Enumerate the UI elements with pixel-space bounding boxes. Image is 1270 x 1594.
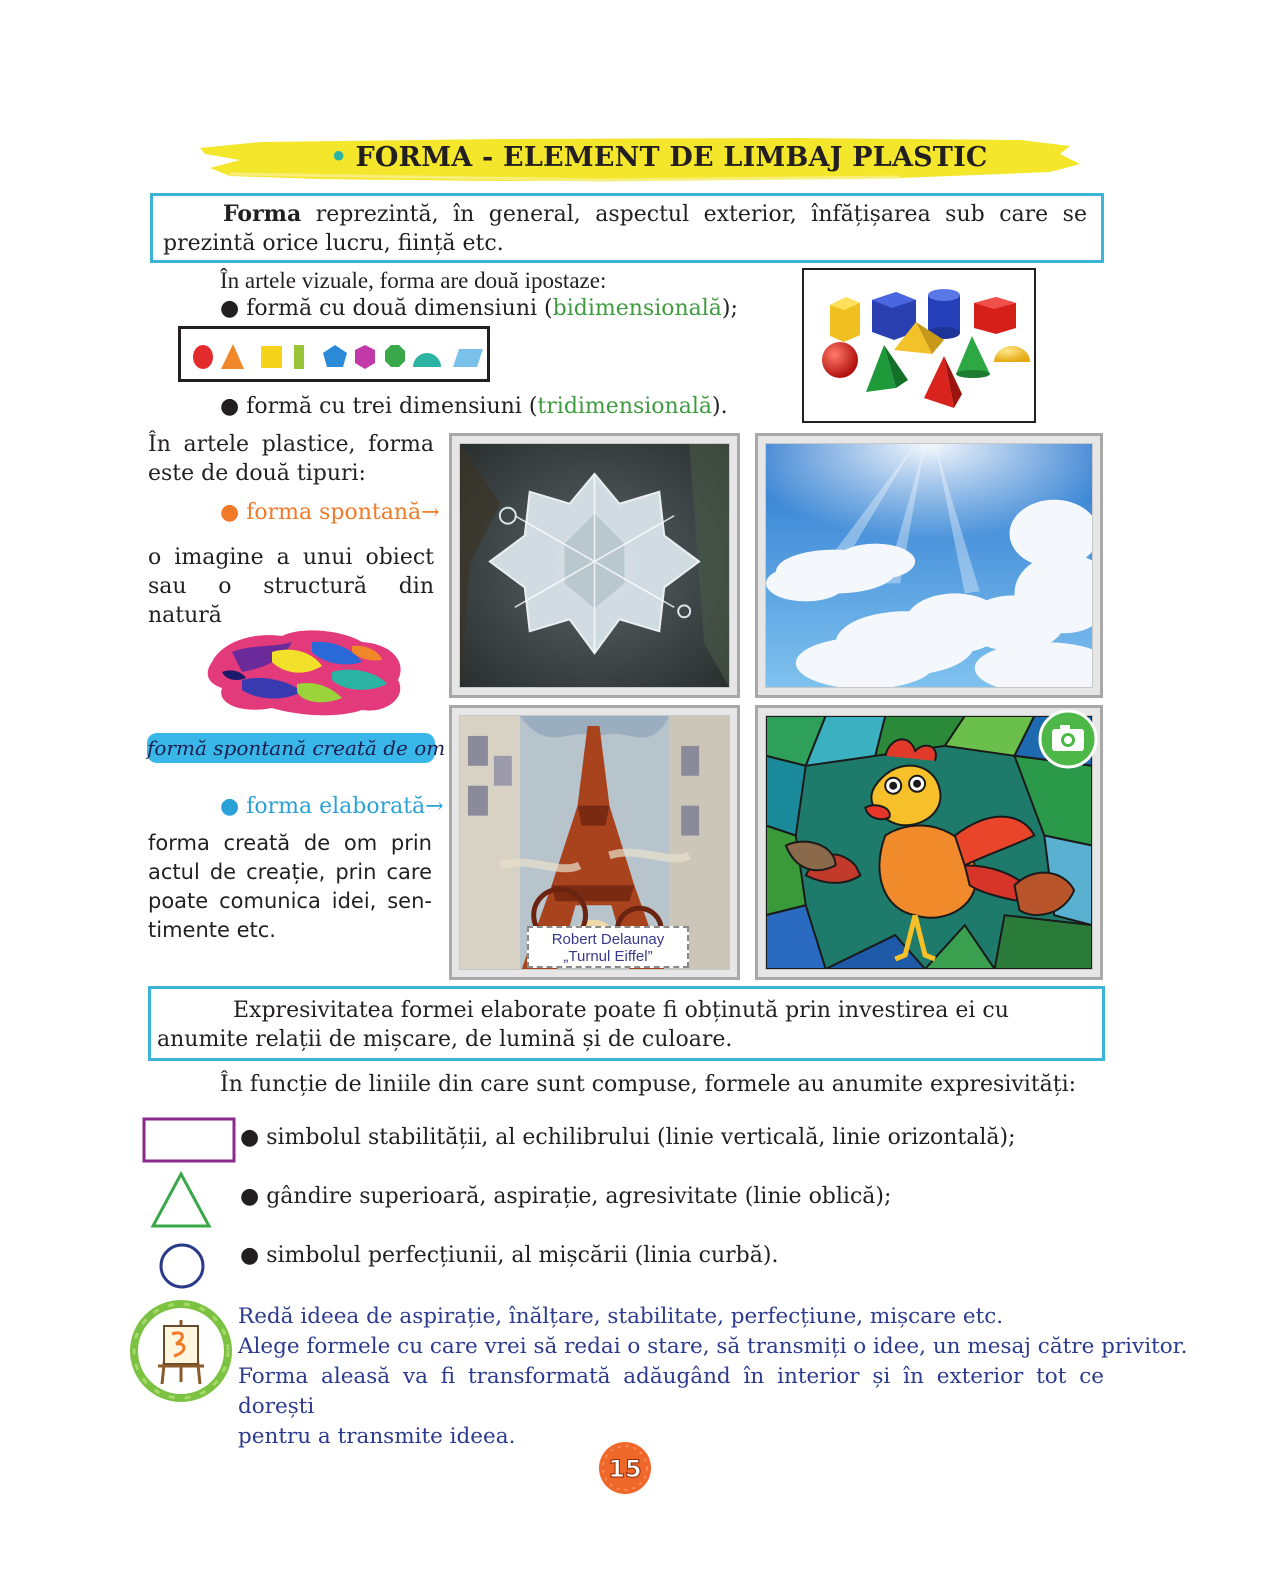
definition-bold-word: Forma bbox=[223, 201, 302, 227]
definition-text bbox=[163, 200, 1087, 258]
spontaneous-form-description: o imagine a unui obiect sau o structură din natură bbox=[148, 545, 434, 628]
painting-artist: Robert Delaunay bbox=[551, 931, 665, 948]
red-sphere-solid bbox=[822, 342, 858, 378]
red-oval-shape bbox=[193, 345, 213, 369]
painting-label bbox=[527, 926, 689, 968]
circle-symbol-icon bbox=[157, 1242, 207, 1290]
blue-parallelogram-shape bbox=[453, 349, 483, 367]
human-spontaneous-caption: formă spontană creată de om bbox=[147, 733, 435, 763]
expressivity-intro: În funcție de liniile din care sunt compuse, formele au anumite expresivități: bbox=[220, 1072, 1077, 1097]
page-title bbox=[330, 142, 1030, 178]
easel-icon bbox=[128, 1298, 234, 1404]
expressivity-box-text: Expresivitatea formei elaborate poate fi obținută prin investirea ei cu anumite relații de mișcare, de lumină și de culoare. bbox=[157, 998, 1009, 1052]
bi-term: bidimensională bbox=[552, 296, 722, 321]
bi-suffix: ); bbox=[721, 296, 738, 321]
sky-image bbox=[766, 444, 1092, 687]
expressivity-item-aspiration: ● gândire superioară, aspirație, agresivitate (linie oblică); bbox=[240, 1184, 892, 1209]
orange-triangle-shape bbox=[221, 344, 244, 369]
magenta-hexagon-shape bbox=[355, 345, 375, 369]
tri-prefix: formă cu trei dimensiuni ( bbox=[246, 394, 538, 419]
sky-photo bbox=[755, 433, 1103, 698]
definition-rest: reprezintă, în general, aspectul exterior, înfățișarea sub care se prezintă orice lucru, ființă etc. bbox=[163, 202, 1087, 256]
teal-semicircle-shape bbox=[413, 353, 441, 367]
yellow-square-shape bbox=[261, 346, 282, 368]
spontaneous-label-text: forma spontană bbox=[246, 500, 422, 525]
rectangle-symbol-icon bbox=[142, 1117, 236, 1163]
yellow-hemisphere-solid bbox=[994, 346, 1030, 362]
flat-shapes-box bbox=[178, 326, 490, 382]
task-line-3: Forma aleasă va fi transformată adăugând în interior și în exterior tot ce dorești bbox=[238, 1364, 1104, 1419]
spontaneous-arrow: → bbox=[421, 500, 440, 525]
elaborate-form-description: forma creată de om prin actul de creație, prin care poate comunica idei, sen-timente etc. bbox=[148, 831, 432, 942]
green-octagon-shape bbox=[385, 345, 405, 367]
task-instructions bbox=[238, 1302, 1188, 1452]
perfection-text: simbolul perfecțiunii, al mișcării (linia curbă). bbox=[266, 1243, 779, 1268]
elaborate-label-text: forma elaborată bbox=[246, 794, 426, 819]
tridimensional-item: ● formă cu trei dimensiuni (tridimensională). bbox=[220, 394, 728, 419]
triangle-symbol-icon bbox=[150, 1171, 212, 1229]
paint-splash-image bbox=[202, 622, 412, 722]
painting-title: „Turnul Eiffel” bbox=[563, 948, 653, 965]
solids-illustration bbox=[804, 270, 1034, 421]
camera-icon bbox=[1038, 709, 1098, 769]
aspiration-text: gândire superioară, aspirație, agresivitate (linie oblică); bbox=[266, 1184, 892, 1209]
page-number: 15 bbox=[608, 1455, 642, 1483]
title-text: FORMA - ELEMENT DE LIMBAJ PLASTIC bbox=[355, 142, 988, 173]
task-line-4: pentru a transmite ideea. bbox=[238, 1424, 516, 1449]
task-line-2: Alege formele cu care vrei să redai o stare, să transmiți o idee, un mesaj către privitor. bbox=[238, 1334, 1188, 1359]
title-bullet: • bbox=[330, 142, 348, 173]
solids-box bbox=[802, 268, 1036, 423]
tri-suffix: ). bbox=[712, 394, 728, 419]
page-number-badge bbox=[597, 1440, 653, 1496]
green-rectangle-shape bbox=[294, 345, 304, 369]
expressivity-box bbox=[148, 986, 1105, 1061]
elaborate-arrow: → bbox=[425, 794, 444, 819]
blue-pentagon-shape bbox=[323, 345, 347, 367]
green-cone-solid bbox=[956, 336, 990, 374]
snowflake-image bbox=[460, 444, 729, 687]
spontaneous-form-label: ● forma spontană→ bbox=[220, 500, 440, 525]
expressivity-item-stability: ● simbolul stabilității, al echilibrului (linie verticală, linie orizontală); bbox=[240, 1125, 1016, 1150]
flat-shapes-illustration bbox=[181, 329, 487, 379]
task-line-1: Redă ideea de aspirație, înălțare, stabilitate, perfecțiune, mișcare etc. bbox=[238, 1304, 1004, 1329]
bidimensional-item: ● formă cu două dimensiuni (bidimensională); bbox=[220, 296, 738, 321]
plastic-arts-intro: În artele plastice, forma este de două tipuri: bbox=[148, 432, 434, 486]
definition-box bbox=[150, 193, 1104, 263]
visual-arts-intro: În artele vizuale, forma are două ipostaze: bbox=[220, 268, 607, 293]
tri-term: tridimensională bbox=[537, 394, 712, 419]
snowflake-photo bbox=[449, 433, 740, 698]
bi-prefix: formă cu două dimensiuni ( bbox=[246, 296, 553, 321]
elaborate-form-label: ● forma elaborată→ bbox=[220, 794, 444, 819]
stability-text: simbolul stabilității, al echilibrului (linie verticală, linie orizontală); bbox=[266, 1125, 1016, 1150]
expressivity-item-perfection: ● simbolul perfecțiunii, al mișcării (linia curbă). bbox=[240, 1243, 779, 1268]
